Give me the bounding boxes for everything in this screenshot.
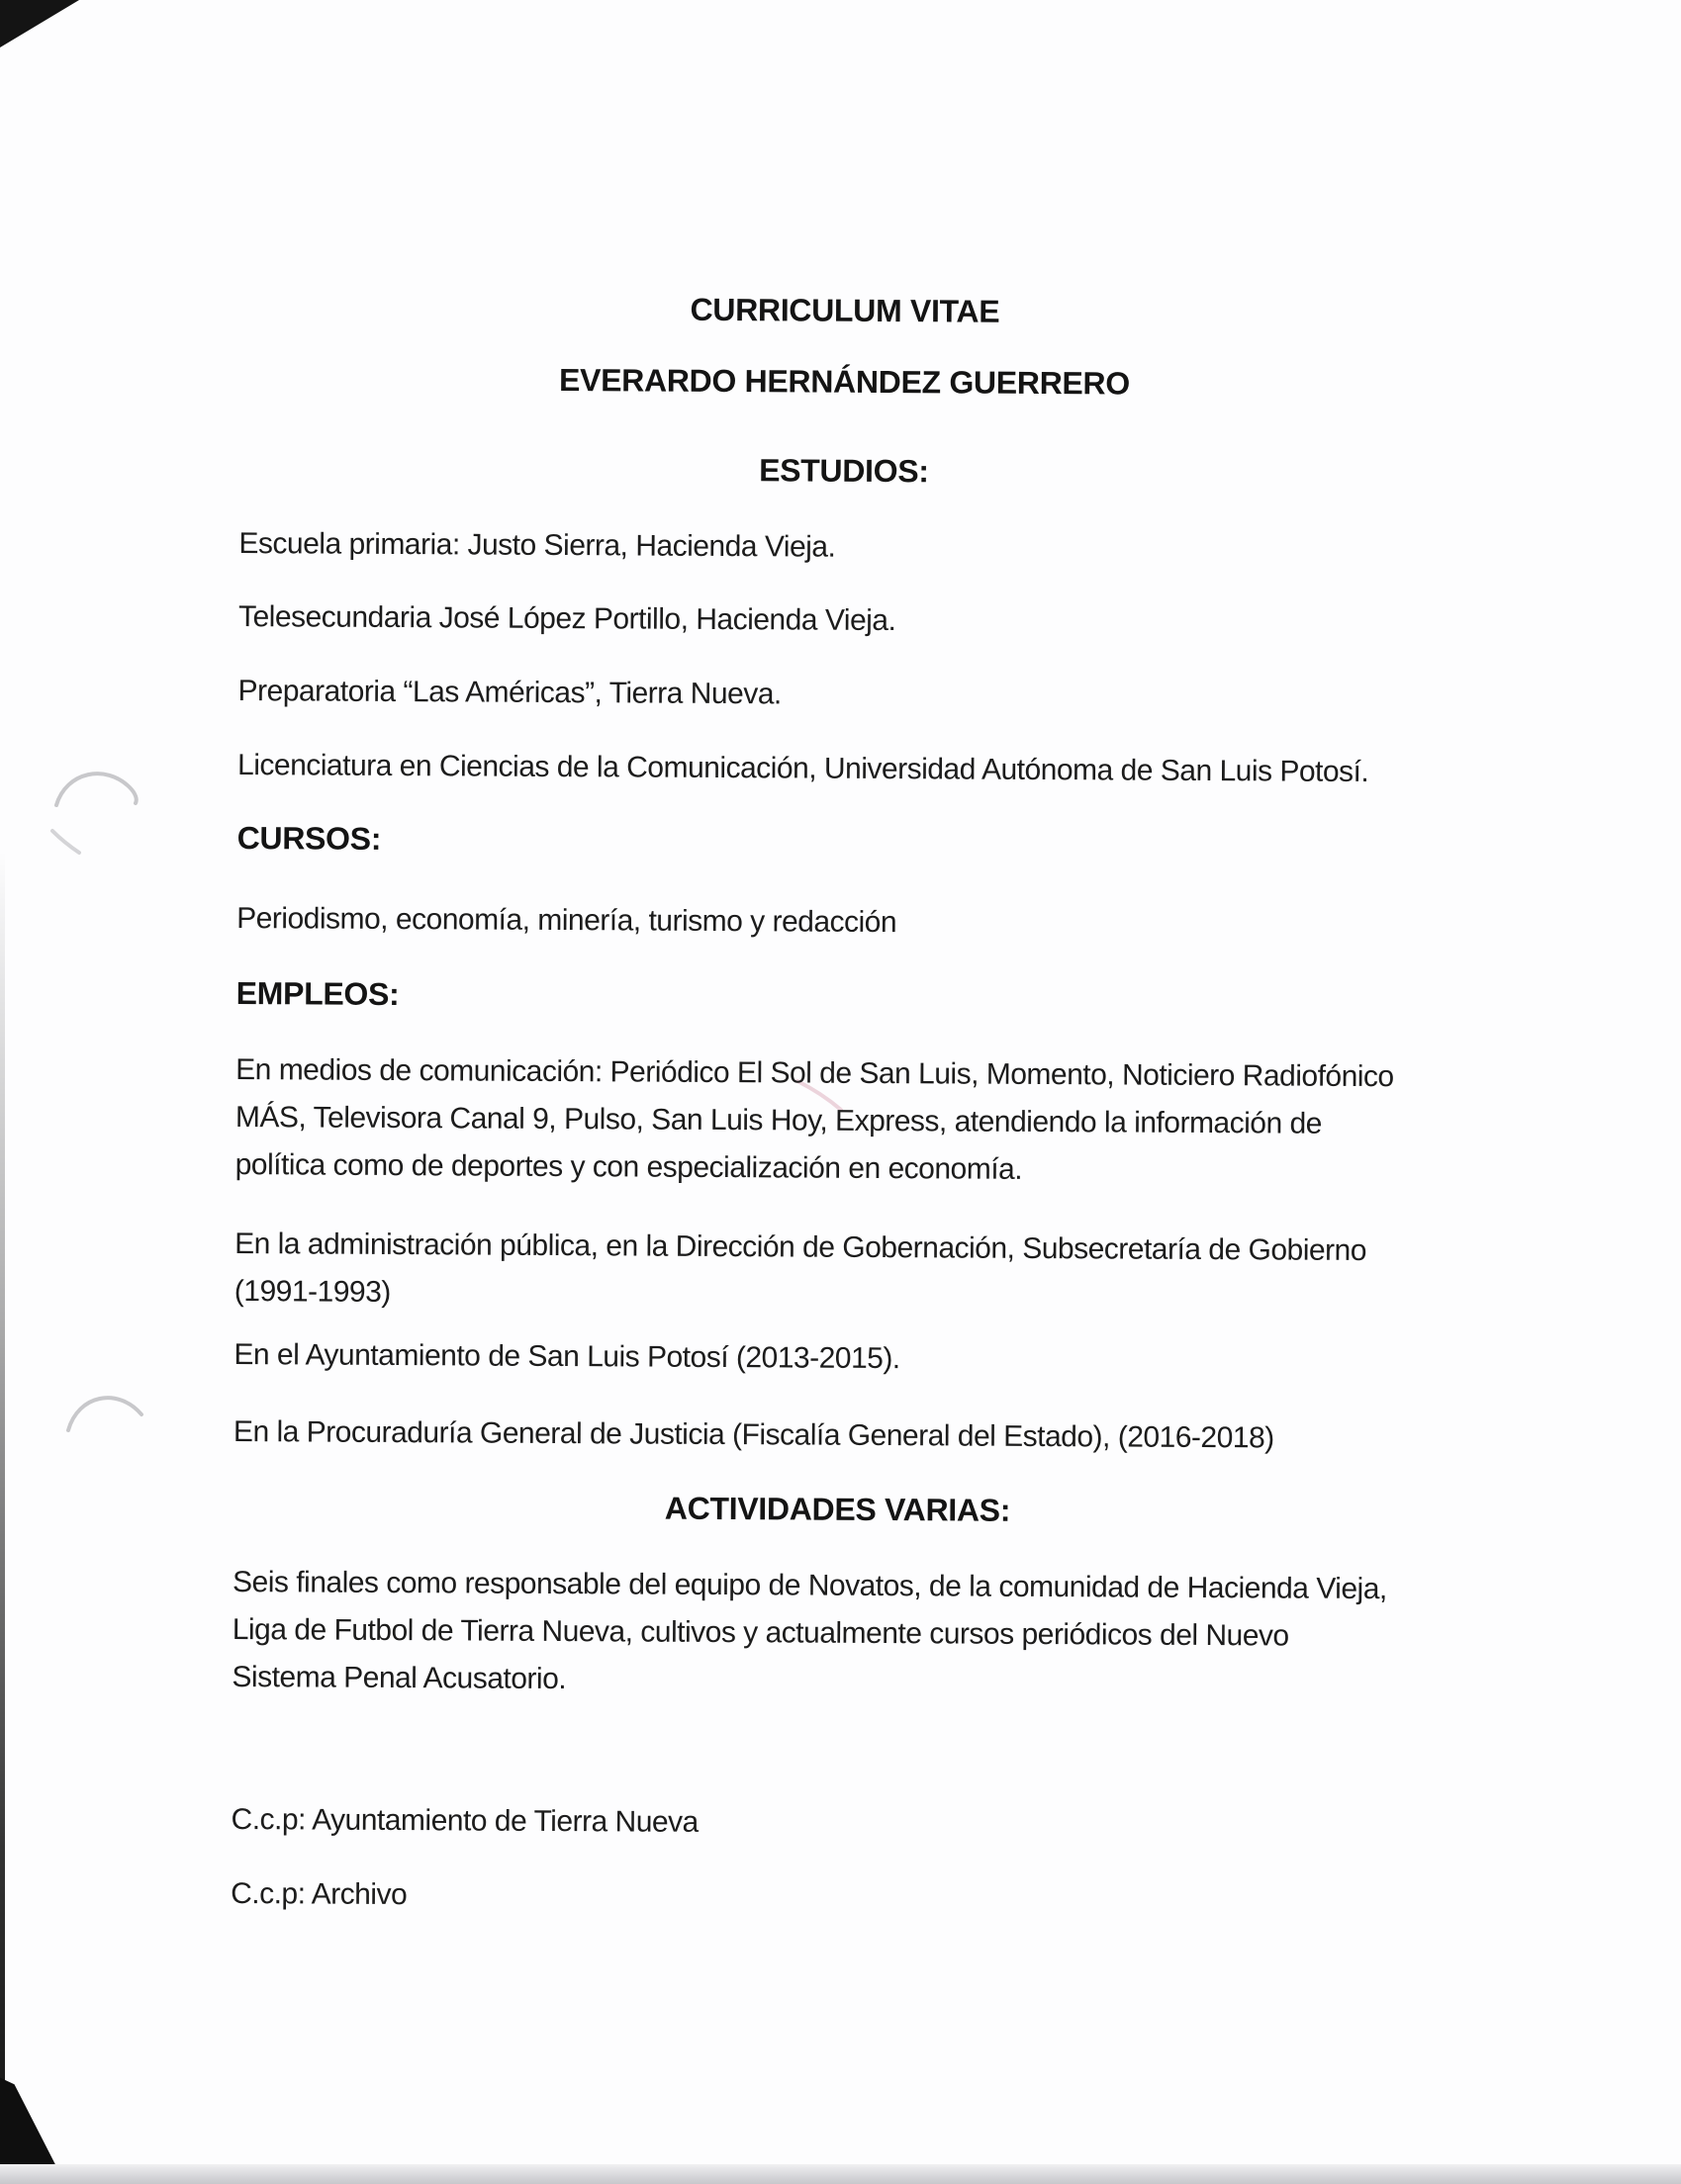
paragraph-line: En la administración pública, en la Dirección de Gobernación, Subsecretaría de Gobierno [234, 1228, 1367, 1267]
paragraph-line: MÁS, Televisora Canal 9, Pulso, San Luis Hoy, Express, atendiendo la información de [234, 1101, 1323, 1140]
document-title: CURRICULUM VITAE [690, 291, 1000, 329]
paragraph-line: Sistema Penal Acusatorio. [232, 1660, 567, 1696]
paragraph-line: política como de deportes y con especialización en economía. [234, 1148, 1023, 1186]
section-heading-cursos: CURSOS: [236, 820, 382, 857]
employment-paragraph-media [234, 1046, 1393, 1196]
education-line: Telesecundaria José López Portillo, Hacienda Vieja. [237, 600, 896, 638]
paragraph-line: (1991-1993) [233, 1274, 391, 1309]
activities-paragraph [232, 1559, 1387, 1708]
section-heading-empleos: EMPLEOS: [235, 975, 400, 1013]
section-heading-estudios: ESTUDIOS: [759, 452, 929, 490]
paragraph-line: Liga de Futbol de Tierra Nueva, cultivos y actualmente cursos periódicos del Nuevo [232, 1612, 1289, 1653]
course-line: Periodismo, economía, minería, turismo y redacción [236, 902, 897, 940]
education-line: Escuela primaria: Justo Sierra, Hacienda Vieja. [238, 527, 836, 564]
cc-line: C.c.p: Ayuntamiento de Tierra Nueva [231, 1802, 699, 1839]
education-line: Licenciatura en Ciencias de la Comunicación, Universidad Autónoma de San Luis Potosí. [237, 749, 1369, 788]
employment-line-attorney-office: En la Procuraduría General de Justicia (Fiscalía General del Estado), (2016-2018) [233, 1414, 1274, 1455]
person-name: EVERARDO HERNÁNDEZ GUERRERO [558, 361, 1131, 402]
paragraph-line: Seis finales como responsable del equipo de Novatos, de la comunidad de Hacienda Vieja, [232, 1565, 1387, 1606]
education-line: Preparatoria “Las Américas”, Tierra Nueva. [237, 675, 782, 711]
employment-paragraph-public-administration [234, 1221, 1366, 1322]
cc-line: C.c.p: Archivo [231, 1876, 408, 1912]
section-heading-actividades: ACTIVIDADES VARIAS: [664, 1490, 1011, 1528]
employment-line-city-hall: En el Ayuntamiento de San Luis Potosí (2013-2015). [233, 1337, 900, 1376]
paragraph-line: En medios de comunicación: Periódico El Sol de San Luis, Momento, Noticiero Radiofónico [235, 1053, 1394, 1094]
